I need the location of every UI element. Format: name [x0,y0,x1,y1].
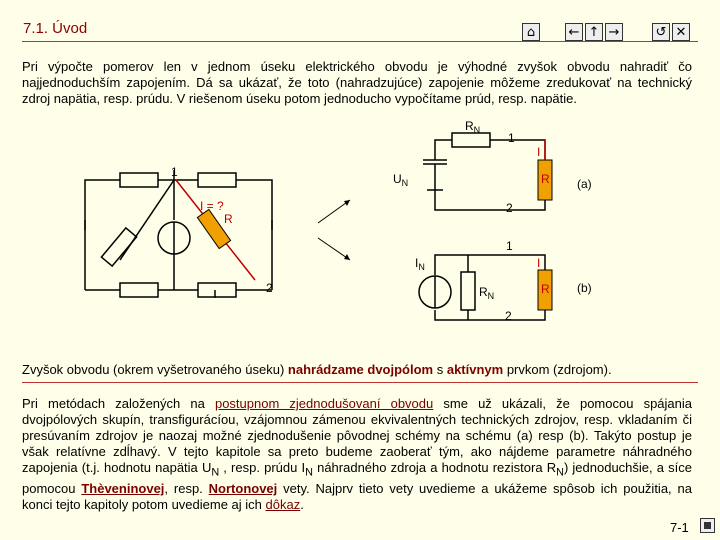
intro-paragraph: Pri výpočte pomerov len v jednom úseku elektrického obvodu je výhodné zvyšok obvodu nahradiť čo najjednoduchším zapojením. Dá sa ukázať, že toto (nahradzujúce) zapojenie môžeme zredukovať na technický zdroj napätia, resp. prúdu. V riešenom úseku potom jednoducho vypočítame prúd, resp. napätie. [22,59,692,106]
link-thevenin[interactable]: Thèveninovej [81,480,165,496]
a-tag: (a) [577,177,592,191]
text: vety. Najprv tieto vety uvedieme a ukážeme spôsob ich použitia, na konci tejto kapitoly potom uvedieme aj ich [22,480,692,512]
menu-button[interactable] [700,518,715,533]
page-title: 7.1. Úvod [23,20,88,37]
link-proof[interactable]: dôkaz [265,496,301,512]
a-un-label: $U_N$ [393,172,409,188]
a-node-2: 2 [506,201,513,215]
summary-text: s [433,362,447,377]
text: ) jednoduchšie, a síce pomocou [22,460,693,496]
text: , resp. [164,480,209,496]
summary-text: prvkom (zdrojom). [503,362,612,377]
b-rn-label: $R_N$ [479,285,495,301]
a-r-label: R [541,172,550,186]
header-divider [22,41,698,42]
summary-paragraph [22,362,692,378]
text: , resp. prúdu I [219,460,306,475]
b-current-label: I [537,256,541,270]
back-button[interactable]: ← [565,23,583,41]
subscript: N [556,466,564,479]
summary-divider [22,382,698,383]
left-current-label: I = ? [200,199,224,213]
close-button[interactable]: ✕ [672,23,690,41]
text: sme už ukázali, že pomocou spájania dvojpólových skupín, transfigurácíou, vzájomnou zámenou ekvivalentných technických zdrojov, resp. vkladaním či presúvaním zdrojov je naozaj možné zjednodušenie pôvodnej schémy na schému (a) resp (b). Takýto postup je však relatívne zdĺhavý. V tejto kapitole sa preto budeme zaoberať tým, ako nájdeme parametre náhradného zapojenia (t.j. hodnotu napätia U [22,396,692,475]
up-button[interactable]: ↑ [585,23,603,41]
text: . [300,496,304,512]
page-number: 7-1 [670,520,689,535]
left-node-1: 1 [171,165,178,179]
summary-text: Zvyšok obvodu (okrem vyšetrovaného úseku) [22,362,288,377]
a-node-1: 1 [508,131,515,145]
return-button[interactable]: ↺ [652,23,670,41]
summary-bold-1: nahrádzame dvojpólom [287,362,434,377]
b-node-2: 2 [505,309,512,323]
left-node-2: 2 [266,281,273,295]
a-rn-label: $R_N$ [465,119,481,135]
link-simplification[interactable]: postupnom zjednodušovaní obvodu [214,396,434,411]
b-tag: (b) [577,281,592,295]
link-norton[interactable]: Nortonovej [208,480,278,496]
b-r-label: R [541,282,550,296]
b-node-1: 1 [506,239,513,253]
text: Pri metódach založených na [22,396,215,411]
forward-button[interactable]: → [605,23,623,41]
subscript: N [211,466,220,479]
circuit-diagram [0,110,720,360]
b-in-label: $I_N$ [415,256,425,272]
summary-bold-2: aktívnym [446,362,504,377]
methods-paragraph [22,396,692,513]
a-current-label: I [537,145,541,159]
text: náhradného zdroja a hodnotu rezistora R [312,460,557,475]
subscript: N [305,466,313,479]
left-resistor-label: R [224,212,233,226]
home-button[interactable]: ⌂ [522,23,540,41]
